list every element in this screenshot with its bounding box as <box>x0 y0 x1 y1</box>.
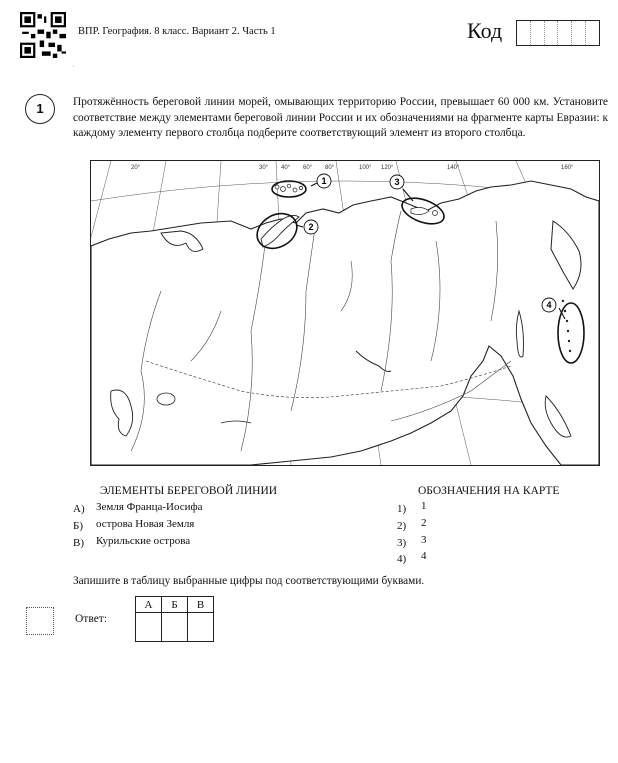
lon-label: 60° <box>303 165 313 171</box>
task-text: Протяжённость береговой линии морей, омывающих территорию России, превышает 60 000 км. Установите соответствие между элементами береговой линии России и их обозначениями на фрагменте карты Евразии: к каждому элементу первого столбца подберите соответствующий элемент из второго столбца. <box>73 96 608 139</box>
right-item-num: 3) <box>397 537 407 549</box>
left-item-letter: В) <box>73 537 84 549</box>
margin-mark: · <box>72 62 75 71</box>
task-number-badge: 1 <box>25 94 55 124</box>
right-item-num: 4) <box>397 553 407 565</box>
marker-2: 2 <box>308 222 314 232</box>
answer-header-v: В <box>188 597 214 613</box>
instruction-text: Запишите в таблицу выбранные цифры под соответствующими буквами. <box>73 575 425 587</box>
left-item-letter: А) <box>73 503 85 515</box>
left-item-text: Курильские острова <box>96 535 191 547</box>
lon-label: 140° <box>447 165 460 171</box>
right-item-text: 2 <box>421 517 427 529</box>
left-item-text: Земля Франца-Иосифа <box>96 501 203 513</box>
answer-header-b: Б <box>162 597 188 613</box>
right-item-text: 4 <box>421 550 427 562</box>
lon-label: 40° <box>281 165 291 171</box>
left-item-letter: Б) <box>73 520 83 532</box>
lon-label: 30° <box>259 165 269 171</box>
marker-4: 4 <box>546 300 552 310</box>
marker-1: 1 <box>321 176 327 186</box>
lon-label: 160° <box>561 165 574 171</box>
header-title: ВПР. География. 8 класс. Вариант 2. Часть 1 <box>78 26 276 37</box>
code-label: Код <box>467 18 503 43</box>
answer-table <box>135 596 214 642</box>
right-item-num: 2) <box>397 520 407 532</box>
right-item-text: 3 <box>421 534 427 546</box>
answer-cell-v[interactable] <box>188 613 214 642</box>
qr-code <box>20 12 66 58</box>
answer-cell-a[interactable] <box>136 613 162 642</box>
answer-header-a: А <box>136 597 162 613</box>
left-column-title: ЭЛЕМЕНТЫ БЕРЕГОВОЙ ЛИНИИ <box>100 485 278 497</box>
lon-label: 120° <box>381 165 394 171</box>
right-column-title: ОБОЗНАЧЕНИЯ НА КАРТЕ <box>418 485 560 497</box>
right-item-text: 1 <box>421 500 427 512</box>
answer-label: Ответ: <box>75 613 108 625</box>
code-input[interactable] <box>516 20 600 46</box>
lon-label: 80° <box>325 165 335 171</box>
lon-label: 100° <box>359 165 372 171</box>
marker-3: 3 <box>394 177 400 187</box>
answer-cell-b[interactable] <box>162 613 188 642</box>
lon-label: 20° <box>131 165 141 171</box>
eurasia-map <box>90 160 600 466</box>
right-item-num: 1) <box>397 503 407 515</box>
left-item-text: острова Новая Земля <box>96 518 195 530</box>
score-box <box>26 607 54 635</box>
